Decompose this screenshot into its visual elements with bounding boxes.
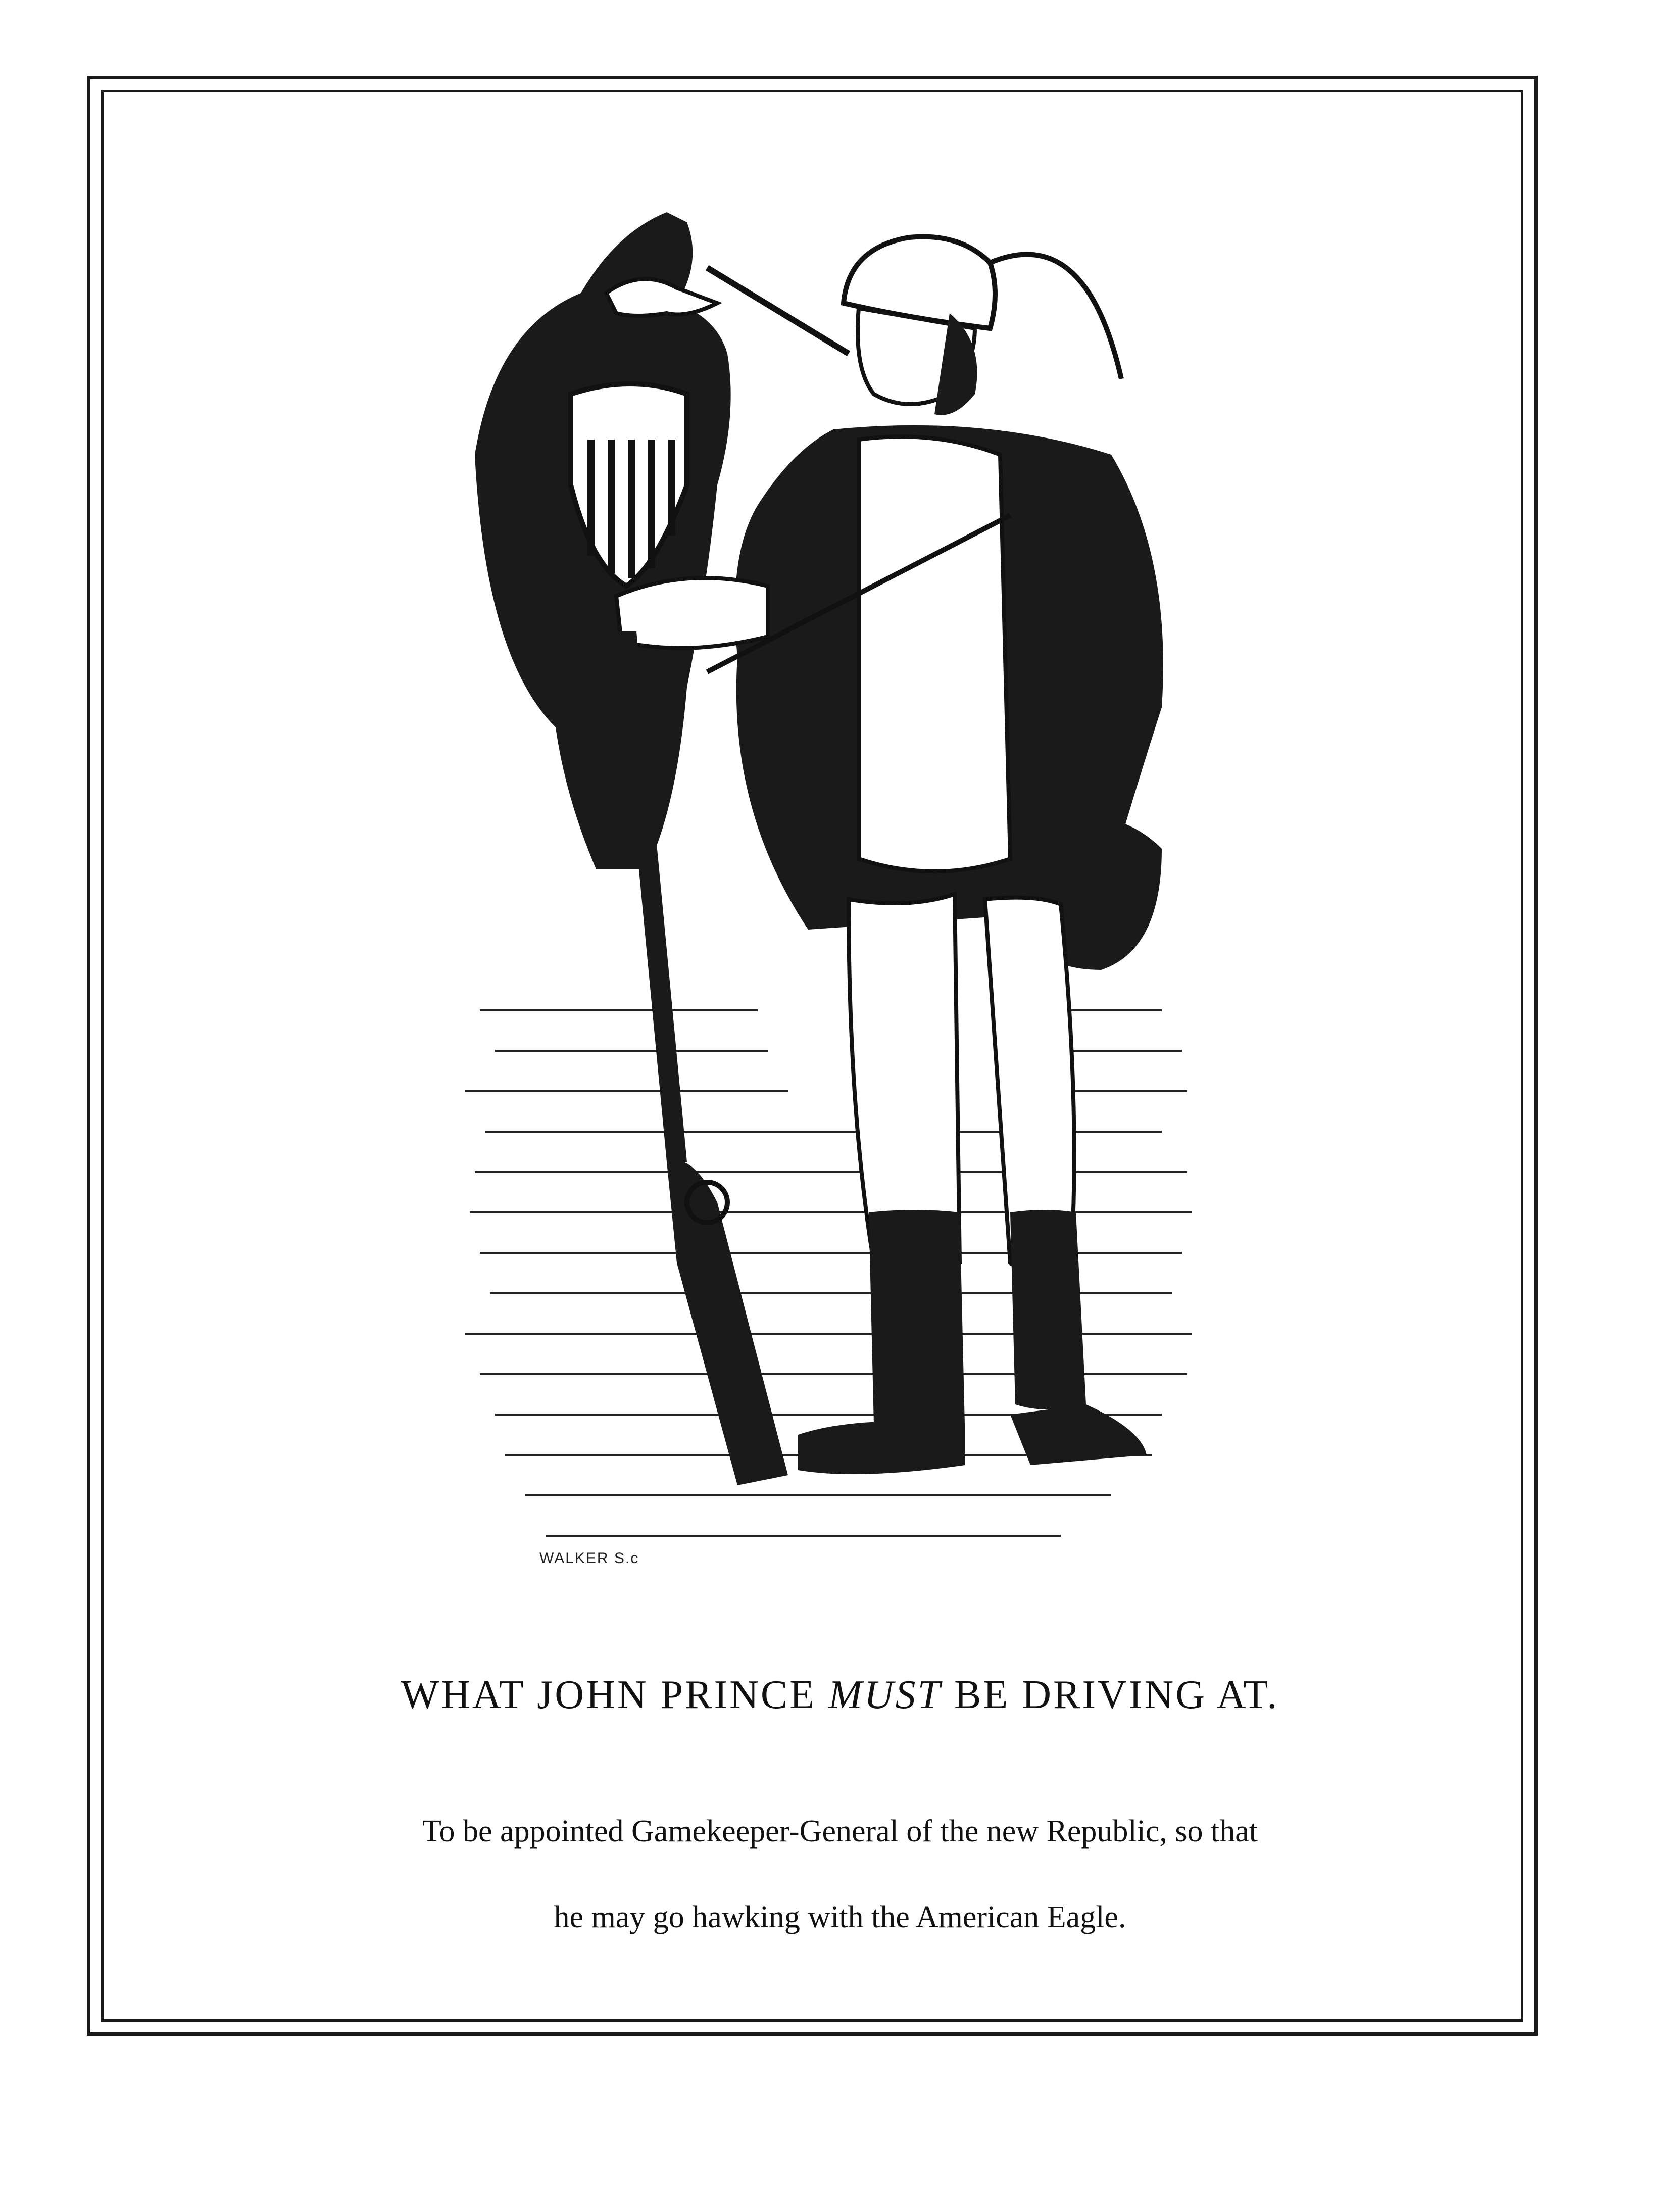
caption-line-1: To be appointed Gamekeeper-General of the new Republic, so that bbox=[422, 1814, 1258, 1849]
caption-title-emphasis: MUST bbox=[828, 1673, 943, 1717]
caption-line-2: he may go hawking with the American Eagle. bbox=[554, 1900, 1126, 1934]
engraver-signature: WALKER S.c bbox=[539, 1550, 639, 1567]
caption-title-part2: BE DRIVING AT. bbox=[942, 1673, 1279, 1717]
caption-title-part1: WHAT JOHN PRINCE bbox=[401, 1673, 829, 1717]
caption-title bbox=[0, 1672, 1680, 1718]
caption-body bbox=[0, 1788, 1680, 1960]
engraving-illustration bbox=[404, 202, 1263, 1591]
eagle bbox=[475, 212, 731, 869]
